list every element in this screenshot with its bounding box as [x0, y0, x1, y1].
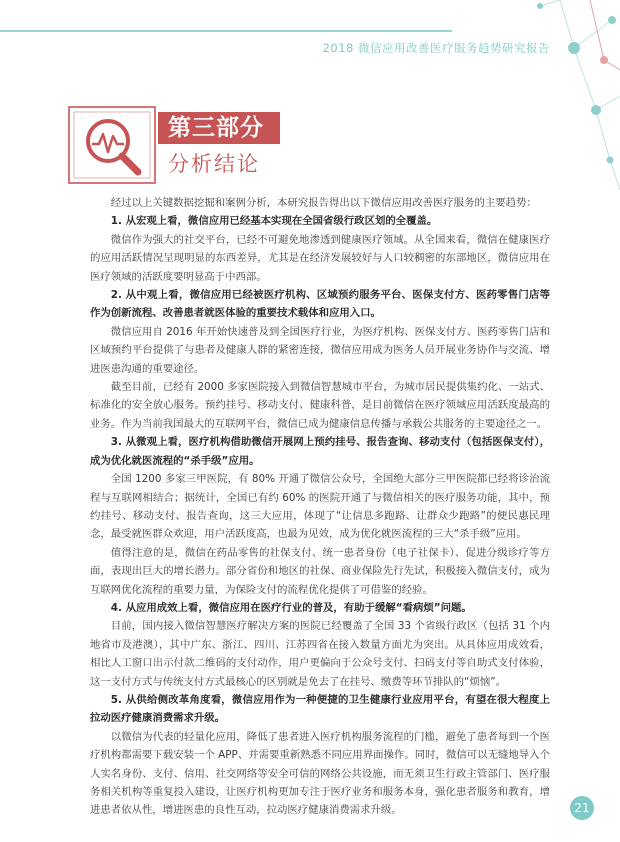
paragraph: 微信作为强大的社交平台，已经不可避免地渗透到健康医疗领域。从全国来看，微信在健康医疗的应用活跃情况呈现明显的东西差异，尤其是在经济发展较好与人口较稠密的东部地区，微信应用在医疗领域的活跃度要明显高于中西部。	[90, 233, 550, 283]
finding-heading-1: 1. 从宏观上看，微信应用已经基本实现在全国省级行政区划的全覆盖。	[110, 215, 438, 228]
section-badge	[68, 106, 158, 186]
section-subtitle: 分析结论	[168, 152, 260, 176]
paragraph: 值得注意的是，微信在药品零售的社保支付、统一患者身份（电子社保卡）、促进分级诊疗等方面，表现出巨大的增长潜力。部分省份和地区的社保、商业保险先行先试，积极接入微信支付，成为互联网优化流程的重要力量，为保险支付的流程优化提供了可借鉴的经验。	[90, 546, 550, 596]
header-rule	[0, 30, 452, 32]
paragraph: 以微信为代表的轻量化应用，降低了患者进入医疗机构服务流程的门槛，避免了患者每到一个医疗机构都需要下载安装一个 APP、并需要重新熟悉不同应用界面操作。同时，微信可以无缝地导入个人实名身份、支付、信用、社交网络等安全可信的网络公共设施，而无须卫生行政主管部门、医疗服务相关机构等重复投入建设，让医疗机构更加专注于医疗业务和服务本身，强化患者服务和教育，增进患者依从性，增进医患的良性互动，拉动医疗健康消费需求升级。	[90, 730, 550, 817]
finding-heading-4: 4. 从应用成效上看，微信应用在医疗行业的普及，有助于缓解“看病烦”问题。	[110, 601, 472, 614]
report-header-title: 2018 微信应用改善医疗服务趋势研究报告	[322, 41, 550, 55]
finding-heading-2: 2. 从中观上看，微信应用已经被医疗机构、区域预约服务平台、医保支付方、医药零售门店等作为创新流程、改善患者就医体验的重要技术载体和应用入口。	[90, 289, 550, 320]
section-title: 第三部分	[158, 112, 280, 144]
finding-heading-5: 5. 从供给侧改革角度看，微信应用作为一种便捷的卫生健康行业应用平台，有望在很大程度上拉动医疗健康消费需求升级。	[90, 693, 550, 725]
paragraph: 微信应用自 2016 年开始快速普及到全国医疗行业，为医疗机构、医保支付方、医药零售门店和区域预约平台提供了与患者及健康人群的紧密连接，微信应用成为医务人员开展业务协作与交流、增进医患沟通的重要途径。	[90, 325, 550, 375]
intro-paragraph: 经过以上关键数据挖掘和案例分析，本研究报告得出以下微信应用改善医疗服务的主要趋势：	[110, 197, 537, 209]
paragraph: 截至目前，已经有 2000 多家医院接入到微信智慧城市平台，为城市居民提供集约化、一站式、标准化的安全放心服务。预约挂号、移动支付、健康科普，是目前微信在医疗领域应用活跃度最高的业务。作为当前我国最大的互联网平台，微信已成为健康信息传播与承载公共服务的主要途径之一。	[90, 381, 550, 430]
body-text	[90, 194, 550, 820]
page-number: 21	[570, 796, 594, 820]
paragraph: 目前，国内接入微信智慧医疗解决方案的医院已经覆盖了全国 33 个省级行政区（包括 31 个内地省市及港澳），其中广东、浙江、四川、江苏四省在接入数量方面尤为突出。从具体应用成效看，相比人工窗口出示付款二维码的支付动作，用户更偏向于公众号支付、扫码支付等自助式支付体验，这一支付方式与传统支付方式最核心的区别就是免去了在挂号、缴费等环节排队的“烦恼”。	[90, 620, 550, 688]
finding-heading-3: 3. 从微观上看，医疗机构借助微信开展网上预约挂号、报告查询、移动支付（包括医保支付），成为优化就医流程的“杀手级”应用。	[90, 436, 550, 467]
magnifier-chart-icon	[68, 106, 158, 186]
paragraph: 全国 1200 多家三甲医院，有 80% 开通了微信公众号，全国绝大部分三甲医院都已经将诊治流程与互联网相结合；据统计，全国已有约 60% 的医院开通了与微信相关的医疗服务功能，其中，预约挂号、移动支付、报告查询，这三大应用，体现了“让信息多跑路、让群众少跑路”的便民惠民理念，最受就医群众欢迎，用户活跃度高，也最为见效，成为优化就医流程的三大“杀手级”应用。	[90, 473, 550, 541]
